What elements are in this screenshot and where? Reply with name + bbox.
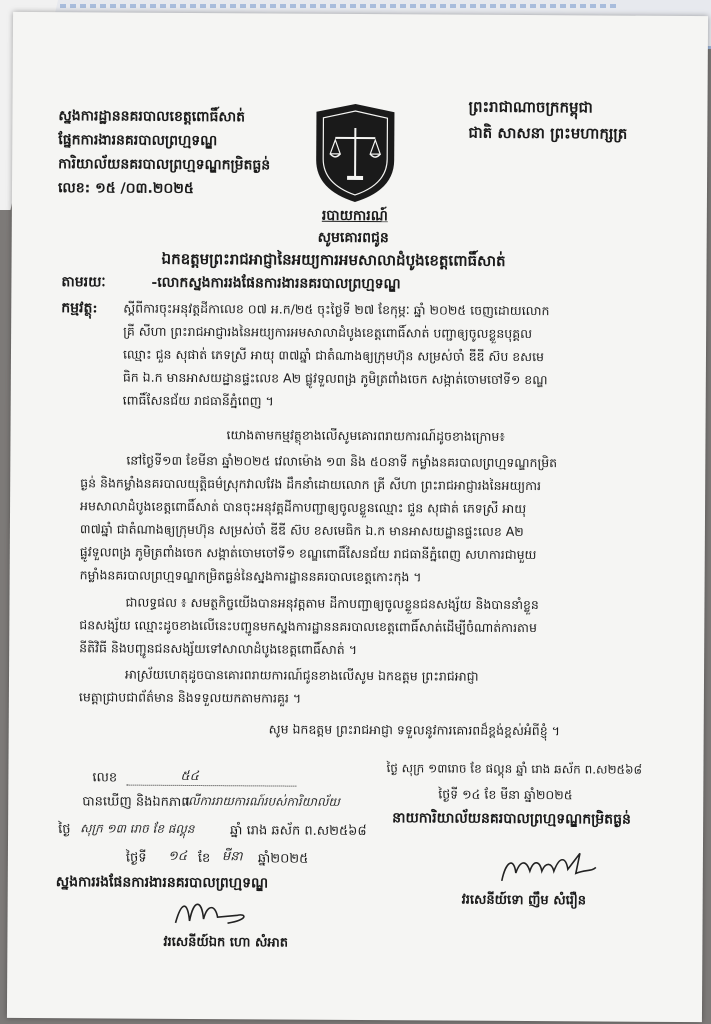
via-text: -លោកស្នងការរងផែនការងារនគរបាលព្រហ្មទណ្ឌ (151, 274, 401, 293)
subject-text (123, 297, 684, 415)
signature-left-icon (167, 893, 257, 934)
signature-right-icon (496, 843, 606, 894)
footer-number-value: ៥៤ (180, 768, 199, 785)
header-office-line3: ការិយាល័យនគរបាលព្រហ្មទណ្ឌកម្រិតធ្ងន់ (58, 156, 271, 174)
footer-lunar-handwriting: សុក្រ ១៣ រោច ខែ ផល្គុន (80, 821, 195, 837)
footer-lunar-tail: ឆ្នាំ រោង ឆស័ក ព.ស២៥៦៨ (230, 823, 367, 840)
paragraph-2 (79, 590, 679, 663)
intro-text: យោងតាមកម្មវត្ថុខាងលើសូមគោរពរាយការណ៍ដូចខាងក្រោម៖ (226, 427, 505, 444)
paragraph-1 (80, 448, 681, 590)
footer-seen-label: បានឃើញ និងឯកភាព (82, 794, 190, 810)
paragraph-line: កម្លាំងនគរបាលព្រហ្មទណ្ឌកម្រិតធ្ងន់នៃស្នងការដ្ឋាននគរបាលខេត្តកោះកុង ។ (79, 567, 422, 585)
paragraph-line: ធ្ងន់ និងកម្លាំងនគរបាលយុត្តិធម៌ស្រុកវាលវែង ដឹកនាំដោយលោក គ្រី សីហា ព្រះរាជអាជ្ញារងនៃអយ្យការ (80, 475, 542, 494)
paragraph-line: នីតិវិធី និងបញ្ជូនជនសង្ស័យទៅសាលាដំបូងខេត្តពោធិ៍សាត់ ។ (79, 640, 358, 657)
footer-month-value: មីនា (221, 849, 243, 865)
paragraph-line: ផ្លូវទួលពង្រ ភូមិត្រពាំងចេក សង្កាត់ចោមចៅទី១ ខណ្ឌពោធិ៍សែនជ័យ រាជធានីភ្នំពេញ សហការជាមួយ (79, 544, 537, 563)
paragraph-line: មេត្តាជ្រាបជាព័ត៌មាន និងទទួលយកតាមការគួរ ។ (78, 689, 302, 706)
footer-right-signer-name: វរសេនីយ៍ទោ ញឹម សំរឿន (461, 892, 587, 909)
subject-line: ពោធិ៍សែនជ័យ រាជធានីភ្នំពេញ ។ (122, 392, 274, 409)
footer-lunar-label: ថ្ងៃ (58, 822, 71, 838)
footer-left-signer-title: ស្នងការរងផែនការងារនគរបាលព្រហ្មទណ្ឌ (55, 874, 269, 892)
header-office-line1: ស្នងការដ្ឋាននគរបាលខេត្តពោធិ៍សាត់ (58, 108, 246, 126)
report-subtitle: សូមគោរពជូន (317, 229, 389, 247)
footer-left-signer-name: វរសេនីយ៍ឯក ហោ សំអាត (163, 934, 289, 951)
footer-number-label: លេខ (92, 770, 118, 786)
police-emblem-logo (308, 102, 403, 205)
subject-line: គ្រី សីហា ព្រះរាជអាជ្ញារងនៃអយ្យការអមសាលាដំបូងខេត្តពោធិ៍សាត់ បញ្ជាឲ្យចូលខ្លួនបុគ្គល (123, 323, 533, 342)
footer-right-date: ថ្ងៃទី ១៤ ខែ មីនា ឆ្នាំ២០២៥ (438, 786, 573, 803)
footer-year: ឆ្នាំ២០២៥ (257, 851, 309, 867)
kingdom-heading: ព្រះរាជាណាចក្រកម្ពុជា (468, 97, 593, 117)
paragraph-3 (79, 662, 679, 712)
paragraph-line: អមសាលាដំបូងខេត្តពោធិ៍សាត់ បានចុះអនុវត្តដីកាបញ្ជាឲ្យចូលខ្លួនឈ្មោះ ជួន សុផាត់ ភេទស្រី អាយុ (80, 498, 527, 517)
footer-day-label: ថ្ងៃទី (125, 850, 147, 866)
dotted-line (126, 785, 296, 787)
footer-right-signer-title: នាយការិយាល័យនគរបាលព្រហ្មទណ្ឌកម្រិតធ្ងន់ (392, 810, 631, 828)
footer-month-label: ខែ (197, 851, 211, 867)
footer-right-lunar-date: ថ្ងៃ សុក្រ ១៣រោច ខែ ផល្គុន ឆ្នាំ រោង ឆស័ក ព.ស២៥៦៨ (386, 761, 643, 777)
subject-label: កម្មវត្ថុ: (61, 300, 98, 317)
report-recipient: ឯកឧត្តមព្រះរាជអាជ្ញានៃអយ្យការអមសាលាដំបូងខេត្តពោធិ៍សាត់ (161, 249, 506, 270)
paragraph-line: ជាលទ្ធផល ៖ សមត្ថកិច្ចយើងបានអនុវត្តតាម ដីកាបញ្ជាឲ្យចូលខ្លួនជនសង្ស័យ និងបាននាំខ្លួន (125, 594, 539, 613)
paragraph-line: អាស្រ័យហេតុដូចបានគោរពរាយការណ៍ជូនខាងលើសូម ឯកឧត្តម ព្រះរាជអាជ្ញា (124, 666, 479, 684)
via-label: តាមរយៈ (61, 274, 106, 291)
footer-seen-handwriting: លើការរាយការណ៍របស់ការិយាល័យ (184, 793, 340, 809)
subject-line: ស្តីពីការចុះអនុវត្តដីកាលេខ ០៧ អ.ក/២៥ ចុះថ្ងៃទី ២៧ ខែកុម្ភៈ ឆ្នាំ ២០២៥ ចេញដោយលោក (123, 300, 550, 319)
header-office-line2: ផ្នែកការងារនគរបាលព្រហ្មទណ្ឌ (58, 132, 218, 150)
paragraph-line: នៅថ្ងៃទី១៣ ខែមីនា ឆ្នាំ២០២៥ វេលាម៉ោង ១៣ និង ៥០នាទី កម្លាំងនគរបាលព្រហ្មទណ្ឌកម្រិត (126, 452, 558, 471)
subject-line: ធិក ឯ.ក មានអាសយដ្ឋានផ្ទះលេខ A២ ផ្លូវទួលពង្រ ភូមិត្រពាំងចេក សង្កាត់ចោមចៅទី១ ខណ្ឌ (122, 369, 548, 388)
report-title: របាយការណ៍ (321, 207, 388, 225)
paragraph-line: ៣៧ឆ្នាំ ជាតំណាងឲ្យក្រុមហ៊ុន សម្រស់ចាំ ឌីឌី ស៊ប ខសមេធិក ឯ.ក មានអាសយដ្ឋានផ្ទះលេខ A២ (79, 521, 524, 540)
paragraph-line: ជនសង្ស័យ ឈ្មោះដូចខាងលើនេះបញ្ជូនមកស្នងការដ្ឋាននគរបាលខេត្តពោធិ៍សាត់ដើម្បីចំណាត់ការតាម (79, 617, 537, 636)
closing-text: សូម ឯកឧត្តម ព្រះរាជអាជ្ញា ទទួលនូវការគោរពដ៏ខ្ពង់ខ្ពស់អំពីខ្ញុំ ។ (268, 721, 560, 739)
subject-line: ឈ្មោះ ជួន សុផាត់ ភេទស្រី អាយុ ៣៧ឆ្នាំ ជាតំណាងឲ្យក្រុមហ៊ុន សម្រស់ចាំ ឌីឌី ស៊ប ខសមេ (122, 346, 545, 365)
document-page (7, 12, 708, 1022)
footer-day-value: ១៤ (167, 848, 188, 864)
reference-number: លេខ: ១៥ /០៣.២០២៥ (57, 180, 194, 197)
national-motto: ជាតិ សាសនា ព្រះមហាក្សត្រ (468, 123, 628, 143)
